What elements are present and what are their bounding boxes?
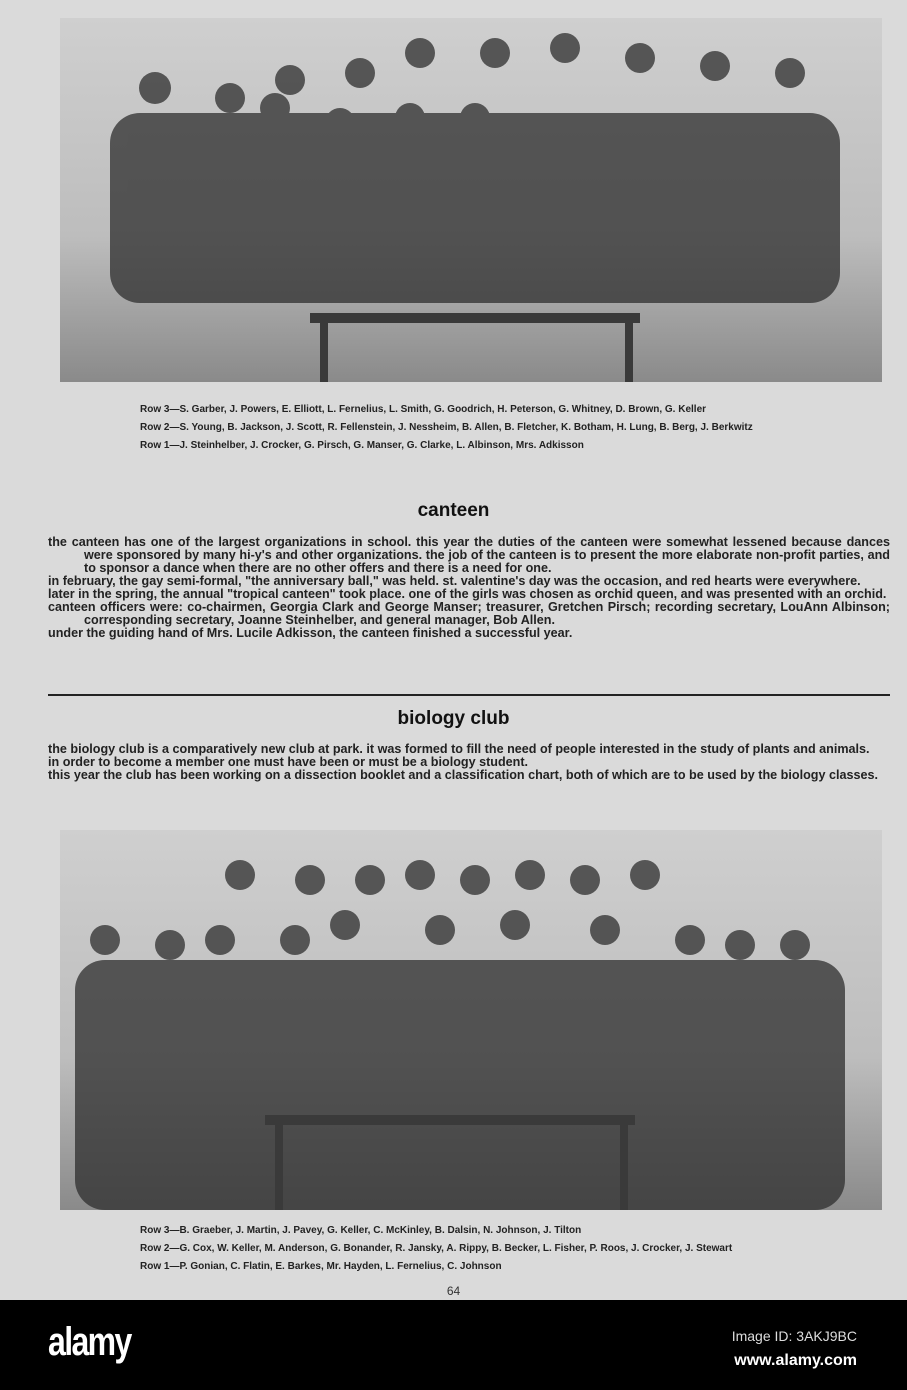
alamy-logo: alamy	[48, 1320, 131, 1364]
biology-photo-caption	[140, 1225, 800, 1272]
image-id: Image ID: 3AKJ9BC	[731, 1328, 857, 1344]
biology-paragraph: the biology club is a comparatively new club at park. it was formed to fill the need of people interested in the study of plants and animals.	[48, 742, 870, 756]
caption-row-3: Row 3—B. Graeber, J. Martin, J. Pavey, G. Keller, C. McKinley, B. Dalsin, N. Johnson, J. Tilton	[140, 1225, 582, 1236]
canteen-photo-caption	[140, 404, 800, 451]
biology-heading: biology club	[397, 708, 510, 729]
caption-row-2: Row 2—S. Young, B. Jackson, J. Scott, R. Fellenstein, J. Nessheim, B. Allen, B. Fletcher, K. Botham, H. Lung, B. Berg, J. Berkwitz	[140, 422, 753, 433]
caption-row-1: Row 1—P. Gonian, C. Flatin, E. Barkes, Mr. Hayden, L. Fernelius, C. Johnson	[140, 1261, 502, 1272]
canteen-group-photo	[60, 18, 882, 382]
biology-club-group-photo	[60, 830, 882, 1210]
biology-body	[48, 743, 890, 782]
page-number: 64	[446, 1284, 461, 1298]
biology-photo-image	[60, 830, 882, 1210]
canteen-paragraph: under the guiding hand of Mrs. Lucile Adkisson, the canteen finished a successful year.	[48, 626, 573, 640]
canteen-paragraph: canteen officers were: co-chairmen, Georgia Clark and George Manser; treasurer, Gretchen Pirsch; recording secretary, LouAnn Albinson; corresponding secretary, Joanne Steinhelber, and general manager, Bob Allen.	[48, 600, 890, 627]
caption-row-1: Row 1—J. Steinhelber, J. Crocker, G. Pirsch, G. Manser, G. Clarke, L. Albinson, Mrs. Adkisson	[140, 440, 584, 451]
website-link[interactable]: www.alamy.com	[734, 1352, 857, 1369]
biology-paragraph: this year the club has been working on a dissection booklet and a classification chart, both of which are to be used by the biology classes.	[48, 768, 878, 782]
biology-paragraph: in order to become a member one must have been or must be a biology student.	[48, 755, 529, 769]
caption-row-3: Row 3—S. Garber, J. Powers, E. Elliott, L. Fernelius, L. Smith, G. Goodrich, H. Peterson, G. Whitney, D. Brown, G. Keller	[140, 404, 707, 415]
canteen-heading: canteen	[417, 500, 490, 521]
watermark-footer	[0, 1300, 907, 1390]
canteen-paragraph: in february, the gay semi-formal, "the anniversary ball," was held. st. valentine's day was the occasion, and red hearts were everywhere.	[48, 574, 861, 588]
canteen-photo-image	[60, 18, 882, 382]
canteen-body	[48, 536, 890, 640]
canteen-paragraph: later in the spring, the annual "tropical canteen" took place. one of the girls was chosen as orchid queen, and was presented with an orchid.	[48, 587, 887, 601]
caption-row-2: Row 2—G. Cox, W. Keller, M. Anderson, G. Bonander, R. Jansky, A. Rippy, B. Becker, L. Fisher, P. Roos, J. Crocker, J. Stewart	[140, 1243, 733, 1254]
section-divider	[48, 694, 890, 696]
canteen-paragraph: the canteen has one of the largest organizations in school. this year the duties of the canteen were somewhat lessened because dances were sponsored by many hi-y's and other organizations. the job of the canteen is to present the more elaborate non-profit parties, and to sponsor a dance when there are no other offers and there is a need for one.	[48, 535, 890, 575]
